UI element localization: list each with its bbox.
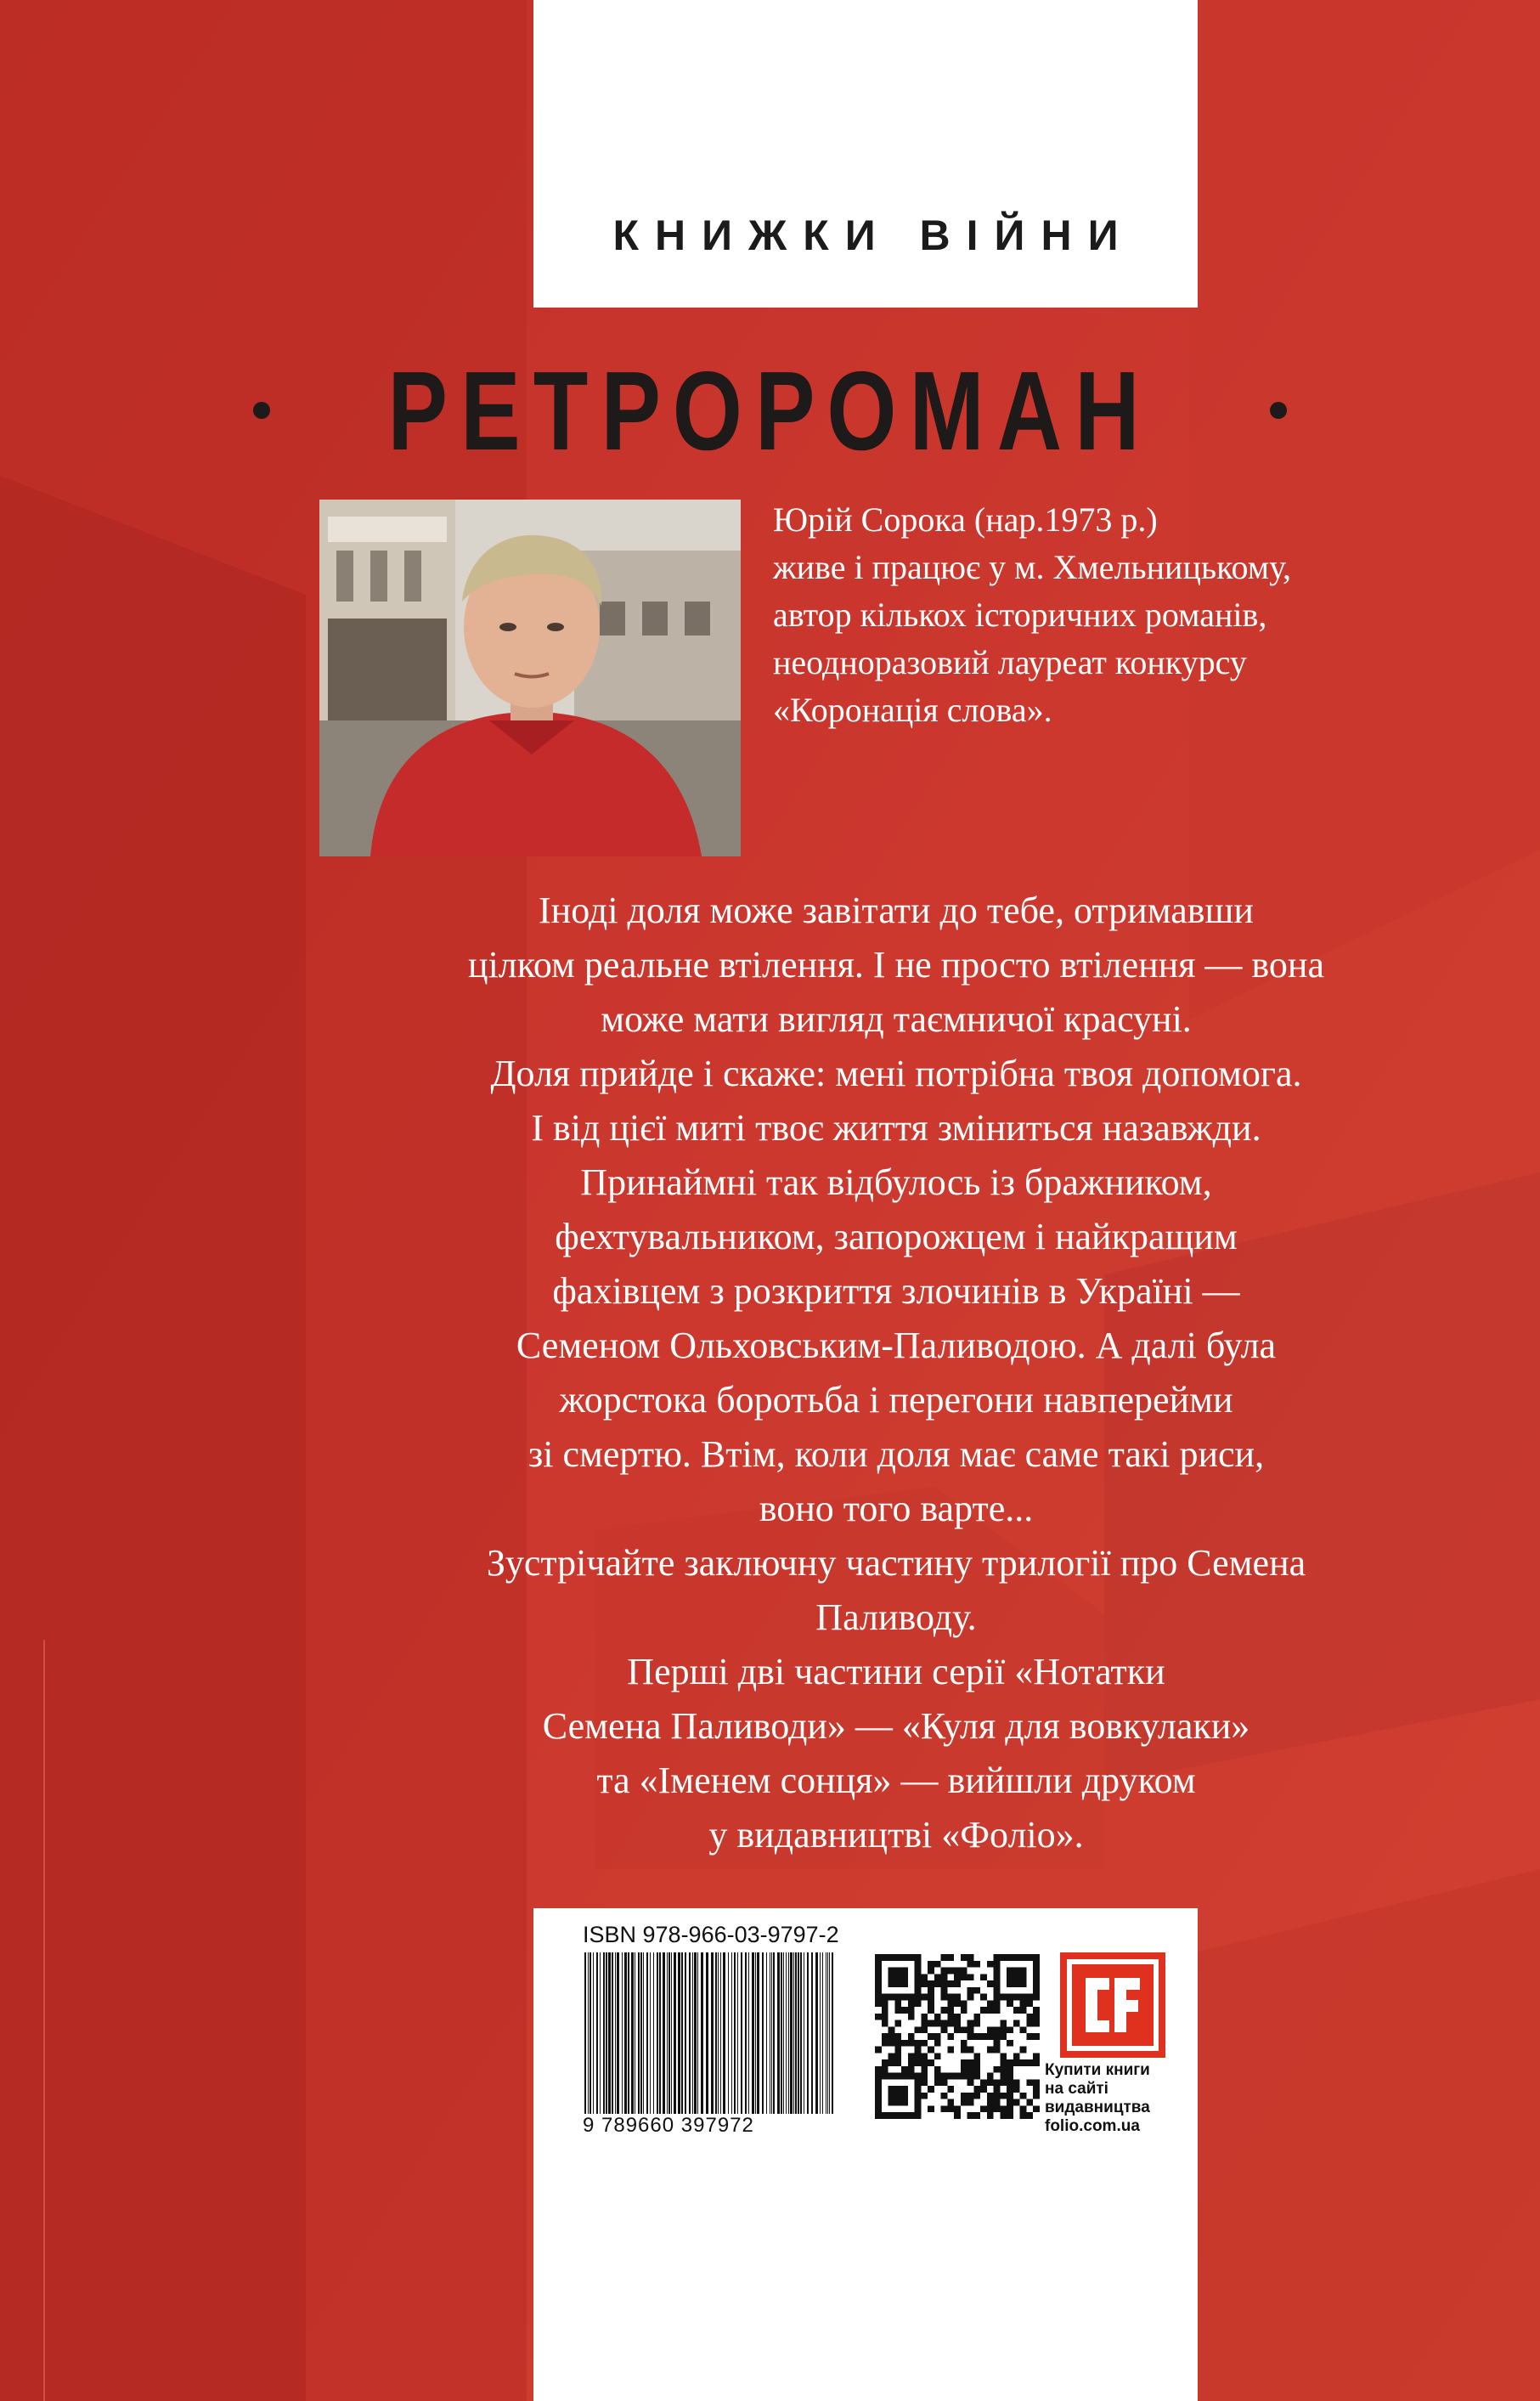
blurb-line: Іноді доля може завітати до тебе, отримавши (539, 890, 1254, 931)
blurb-line: Доля прийде і скаже: мені потрібна твоя допомога. (490, 1053, 1302, 1094)
blurb-line: воно того варте... (759, 1488, 1034, 1529)
publisher-logo (1060, 1952, 1165, 2058)
series-label-box (533, 0, 1198, 308)
barcode-panel (533, 1908, 1198, 2401)
bio-line: живе і працює у м. Хмельницькому, (773, 548, 1292, 586)
buy-line: Купити книги (1045, 2061, 1150, 2079)
author-bio (773, 496, 1436, 734)
barcode-digits: 9 789660 397972 (583, 2114, 754, 2137)
bio-line: неодноразовий лауреат конкурсу (773, 643, 1247, 681)
blurb-line: у видавництві «Фоліо». (708, 1814, 1084, 1856)
buy-line: на сайті (1045, 2080, 1108, 2098)
blurb-line: цілком реальне втілення. І не просто втілення — вона (468, 944, 1324, 986)
blurb-line: Принаймні так відбулось із бражником, (580, 1161, 1212, 1203)
bullet-dot-left (253, 402, 270, 419)
blurb-line: Зустрічайте заключну частину трилогії про Семена (486, 1542, 1306, 1584)
bullet-dot-right (1270, 402, 1287, 419)
buy-line: видавництва (1045, 2099, 1150, 2116)
blurb-line: фехтувальником, запорожцем і найкращим (555, 1216, 1238, 1257)
blurb-line: Паливоду. (815, 1596, 977, 1638)
website-link[interactable]: folio.com.ua (1045, 2117, 1140, 2135)
book-blurb (340, 884, 1453, 1862)
series-title: КНИЖКИ ВІЙНИ (612, 212, 1135, 259)
genre-banner (0, 347, 1540, 474)
blurb-line: І від цієї миті твоє життя зміниться назавжди. (531, 1107, 1261, 1149)
blurb-line: Семена Паливоди» — «Куля для вовкулаки» (542, 1705, 1250, 1747)
author-photo (319, 500, 741, 856)
bio-line: автор кількох історичних романів, (773, 596, 1267, 634)
genre-title: РЕТРОРОМАН (387, 347, 1153, 473)
blurb-line: фахівцем з розкриття злочинів в Україні — (552, 1270, 1240, 1312)
blurb-line: Перші дві частини серії «Нотатки (627, 1651, 1165, 1692)
blurb-line: зі смертю. Втім, коли доля має саме такі риси, (527, 1433, 1265, 1475)
bio-line: «Коронація слова». (773, 691, 1052, 729)
blurb-line: жорстока боротьба і перегони навперейми (559, 1379, 1233, 1421)
buy-online-text[interactable] (1045, 2061, 1198, 2136)
barcode (583, 1952, 838, 2114)
isbn-text: ISBN 978-966-03-9797-2 (583, 1922, 839, 1947)
blurb-line: Семеном Ольховським-Паливодою. А далі була (516, 1325, 1277, 1366)
blurb-line: та «Іменем сонця» — вийшли друком (596, 1760, 1196, 1801)
blurb-line: може мати вигляд таємничої красуні. (601, 998, 1192, 1040)
bio-line: Юрій Сорока (нар.1973 р.) (773, 500, 1158, 539)
qr-code[interactable] (875, 1954, 1040, 2119)
